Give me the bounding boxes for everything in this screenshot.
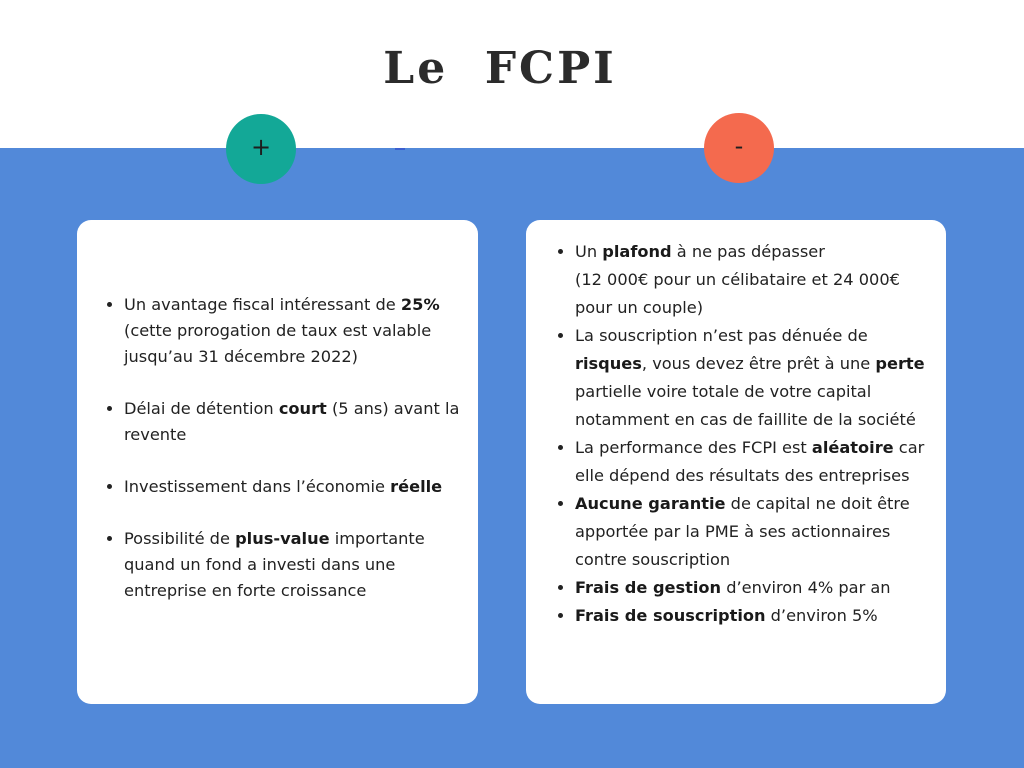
item-bold-text: réelle bbox=[390, 477, 443, 496]
item-text: car elle dépend des résultats des entreprises bbox=[575, 438, 925, 485]
disadvantage-item bbox=[575, 602, 938, 630]
minus-badge: - bbox=[704, 113, 774, 183]
plus-badge: + bbox=[226, 114, 296, 184]
item-text: Un bbox=[575, 242, 603, 261]
advantages-list bbox=[95, 292, 470, 604]
disadvantage-item bbox=[575, 322, 938, 434]
item-text: (cette prorogation de taux est valable jusqu’au 31 décembre 2022) bbox=[124, 321, 432, 366]
item-text: de capital ne doit être apportée par la PME à ses actionnaires contre souscription bbox=[575, 494, 910, 569]
advantage-item bbox=[124, 292, 470, 370]
item-bold-text: Aucune garantie bbox=[575, 494, 726, 513]
item-text: Investissement dans l’économie bbox=[124, 477, 391, 496]
item-text: Possibilité de bbox=[124, 529, 236, 548]
item-text: d’environ 4% par an bbox=[721, 578, 891, 597]
disadvantages-list bbox=[546, 238, 938, 630]
item-bold-text: plus-value bbox=[235, 529, 330, 548]
advantages-card bbox=[77, 220, 478, 704]
item-text: La souscription n’est pas dénuée de bbox=[575, 326, 868, 345]
item-text: Délai de détention bbox=[124, 399, 279, 418]
disadvantage-item bbox=[575, 238, 938, 322]
decorative-dash bbox=[395, 148, 405, 150]
item-bold-text: perte bbox=[875, 354, 925, 373]
item-text: importante quand un fond a investi dans une entreprise en forte croissance bbox=[124, 529, 425, 600]
item-text: Un avantage fiscal intéressant de bbox=[124, 295, 401, 314]
advantage-item bbox=[124, 396, 470, 448]
advantage-item bbox=[124, 474, 470, 500]
item-text: La performance des FCPI est bbox=[575, 438, 812, 457]
item-text: partielle voire totale de votre capital notamment en cas de faillite de la société bbox=[575, 382, 916, 429]
item-text: (5 ans) avant la revente bbox=[124, 399, 460, 444]
advantage-item bbox=[124, 526, 470, 604]
disadvantage-item bbox=[575, 490, 938, 574]
item-bold-text: aléatoire bbox=[811, 438, 894, 457]
disadvantage-item bbox=[575, 574, 938, 602]
item-text: , vous devez être prêt à une bbox=[641, 354, 876, 373]
item-text: à ne pas dépasser bbox=[671, 242, 825, 261]
disadvantage-item bbox=[575, 434, 938, 490]
item-bold-text: risques bbox=[575, 354, 642, 373]
disadvantages-card bbox=[526, 220, 946, 704]
item-bold-text: 25% bbox=[400, 295, 440, 314]
item-bold-text: Frais de souscription bbox=[575, 606, 766, 625]
item-text: (12 000€ pour un célibataire et 24 000€ pour un couple) bbox=[575, 270, 900, 317]
item-bold-text: Frais de gestion bbox=[575, 578, 722, 597]
item-bold-text: plafond bbox=[602, 242, 672, 261]
item-bold-text: court bbox=[278, 399, 327, 418]
item-text: d’environ 5% bbox=[765, 606, 878, 625]
page-title: Le FCPI bbox=[383, 43, 617, 94]
